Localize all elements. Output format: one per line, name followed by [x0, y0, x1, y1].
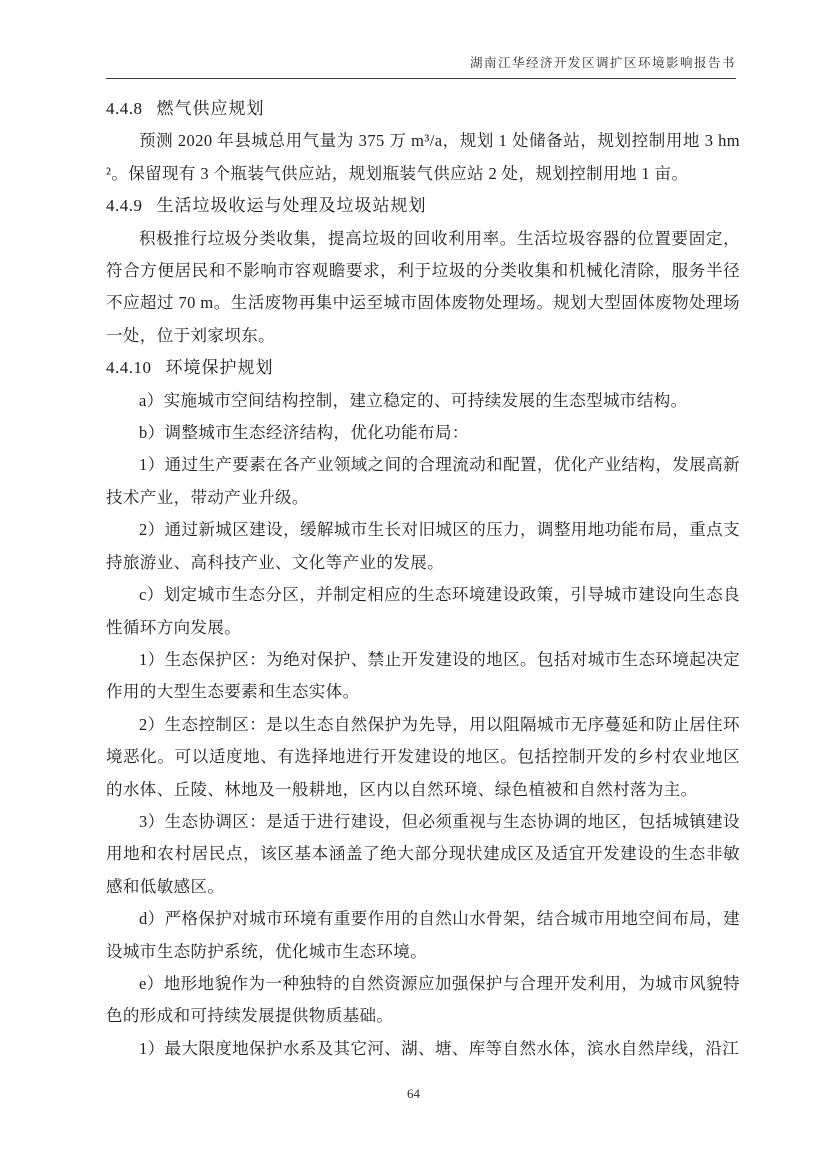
document-body: [106, 93, 740, 1065]
body-paragraph: b）调整城市生态经济结构，优化功能布局：: [139, 423, 469, 443]
header-title: 湖南江华经济开发区调扩区环境影响报告书: [469, 56, 736, 70]
section-heading: [106, 190, 740, 222]
section-number: 4.4.8: [106, 99, 143, 118]
body-paragraph: 1）最大限度地保护水系及其它河、湖、塘、库等自然水体，滨水自然岸线，沿江: [139, 1038, 740, 1058]
section-title: 燃气供应规划: [156, 99, 265, 118]
body-paragraph: a）实施城市空间结构控制，建立稳定的、可持续发展的生态型城市结构。: [139, 390, 688, 410]
body-paragraph: 1）生态保护区：为绝对保护、禁止开发建设的地区。包括对城市生态环境起决定作用的大型生态要素和生态实体。: [106, 649, 740, 702]
body-paragraph: e）地形地貌作为一种独特的自然资源应加强保护与合理开发利用，为城市风貌特色的形成和可持续发展提供物质基础。: [106, 973, 740, 1026]
section-number: 4.4.10: [106, 358, 152, 378]
body-paragraph: c）划定城市生态分区，并制定相应的生态环境建设政策，引导城市建设向生态良性循环方向发展。: [106, 585, 740, 637]
body-paragraph: 积极推行垃圾分类收集，提高垃圾的回收利用率。生活垃圾容器的位置要固定，符合方便居民和不影响市容观瞻要求，利于垃圾的分类收集和机械化清除，服务半径不应超过 70 m。生活废物再集中运至城市固体废物处理场。规划大型固体废物处理场一处，位于刘家坝东。: [106, 228, 740, 345]
body-paragraph: 1）通过生产要素在各产业领域之间的合理流动和配置，优化产业结构，发展高新技术产业，带动产业升级。: [106, 455, 740, 507]
section-heading: [106, 352, 740, 384]
page-header: [106, 53, 736, 79]
page-number: 64: [407, 1086, 420, 1101]
section-number: 4.4.9: [106, 196, 143, 216]
page-footer: [0, 1086, 827, 1102]
section-heading: [106, 93, 740, 125]
section-title: 生活垃圾收运与处理及垃圾站规划: [156, 196, 427, 216]
body-paragraph: 预测 2020 年县城总用气量为 375 万 m³/a，规划 1 处储备站，规划控制用地 3 hm²。保留现有 3 个瓶装气供应站，规划瓶装气供应站 2 处，规划控制用地 1 亩。: [106, 131, 740, 183]
body-paragraph: 2）通过新城区建设，缓解城市生长对旧城区的压力，调整用地功能布局，重点支持旅游业、高科技产业、文化等产业的发展。: [106, 520, 740, 572]
section-title: 环境保护规划: [165, 358, 274, 378]
body-paragraph: d）严格保护对城市环境有重要作用的自然山水骨架，结合城市用地空间布局，建设城市生态防护系统，优化城市生态环境。: [106, 909, 740, 961]
body-paragraph: 2）生态控制区：是以生态自然保护为先导，用以阻隔城市无序蔓延和防止居住环境恶化。可以适度地、有选择地进行开发建设的地区。包括控制开发的乡村农业地区的水体、丘陵、林地及一般耕地，区内以自然环境、绿色植被和自然村落为主。: [106, 714, 740, 799]
body-paragraph: 3）生态协调区：是适于进行建设，但必须重视与生态协调的地区，包括城镇建设用地和农村居民点，该区基本涵盖了绝大部分现状建成区及适宜开发建设的生态非敏感和低敏感区。: [106, 811, 740, 896]
